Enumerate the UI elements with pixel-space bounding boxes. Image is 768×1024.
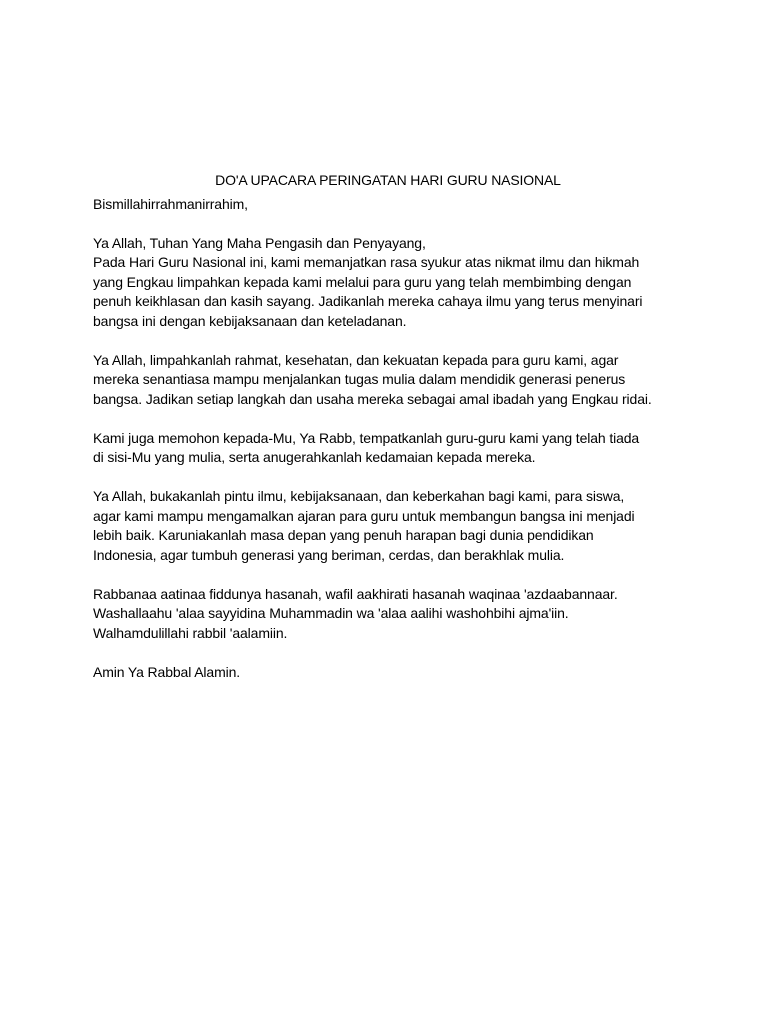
paragraph-1-line-3: yang Engkau limpahkan kepada kami melalui para guru yang telah membimbing dengan [93, 273, 632, 290]
paragraph-5 [93, 585, 683, 644]
paragraph-4 [93, 487, 683, 565]
paragraph-2-line-3: bangsa. Jadikan setiap langkah dan usaha mereka sebagai amal ibadah yang Engkau ridai. [93, 390, 652, 407]
paragraph-4-line-3: lebih baik. Karuniakanlah masa depan yang penuh harapan bagi dunia pendidikan [93, 527, 594, 543]
paragraph-4-line-2: agar kami mampu mengamalkan ajaran para guru untuk membangun bangsa ini menjadi [93, 507, 635, 524]
closing-line: Amin Ya Rabbal Alamin. [93, 663, 241, 680]
paragraph-3-line-1: Kami juga memohon kepada-Mu, Ya Rabb, tempatkanlah guru-guru kami yang telah tiada [93, 429, 640, 446]
paragraph-1-line-5: bangsa ini dengan kebijaksanaan dan keteladanan. [93, 312, 407, 329]
document-title: DO'A UPACARA PERINGATAN HARI GURU NASIONAL [215, 172, 561, 188]
paragraph-1-line-4: penuh keikhlasan dan kasih sayang. Jadikanlah mereka cahaya ilmu yang terus menyinari [93, 293, 643, 309]
paragraph-1-line-2: Pada Hari Guru Nasional ini, kami memanjatkan rasa syukur atas nikmat ilmu dan hikmah [93, 254, 640, 270]
paragraph-4-line-1: Ya Allah, bukakanlah pintu ilmu, kebijaksanaan, dan keberkahan bagi kami, para siswa, [93, 488, 625, 504]
paragraph-5-line-1: Rabbanaa aatinaa fiddunya hasanah, wafil aakhirati hasanah waqinaa 'azdaabannaar. [93, 585, 618, 602]
paragraph-1 [93, 234, 683, 332]
paragraph-2-line-2: mereka senantiasa mampu menjalankan tugas mulia dalam mendidik generasi penerus [93, 371, 626, 387]
paragraph-4-line-4: Indonesia, agar tumbuh generasi yang beriman, cerdas, dan berakhlak mulia. [93, 546, 565, 563]
paragraph-3 [93, 429, 683, 468]
paragraph-5-line-3: Walhamdulillahi rabbil 'aalamiin. [93, 624, 288, 641]
paragraph-3-line-2: di sisi-Mu yang mulia, serta anugerahkanlah kedamaian kepada mereka. [93, 449, 536, 465]
opening-paragraph [93, 195, 683, 215]
document-page [93, 171, 683, 702]
opening-line: Bismillahirrahmanirrahim, [93, 195, 248, 212]
paragraph-2 [93, 351, 683, 410]
paragraph-2-line-1: Ya Allah, limpahkanlah rahmat, kesehatan, dan kekuatan kepada para guru kami, agar [93, 351, 619, 368]
closing-paragraph [93, 663, 683, 683]
paragraph-1-line-1: Ya Allah, Tuhan Yang Maha Pengasih dan Penyayang, [93, 234, 426, 251]
paragraph-5-line-2: Washallaahu 'alaa sayyidina Muhammadin wa 'alaa aalihi washohbihi ajma'iin. [93, 605, 569, 621]
